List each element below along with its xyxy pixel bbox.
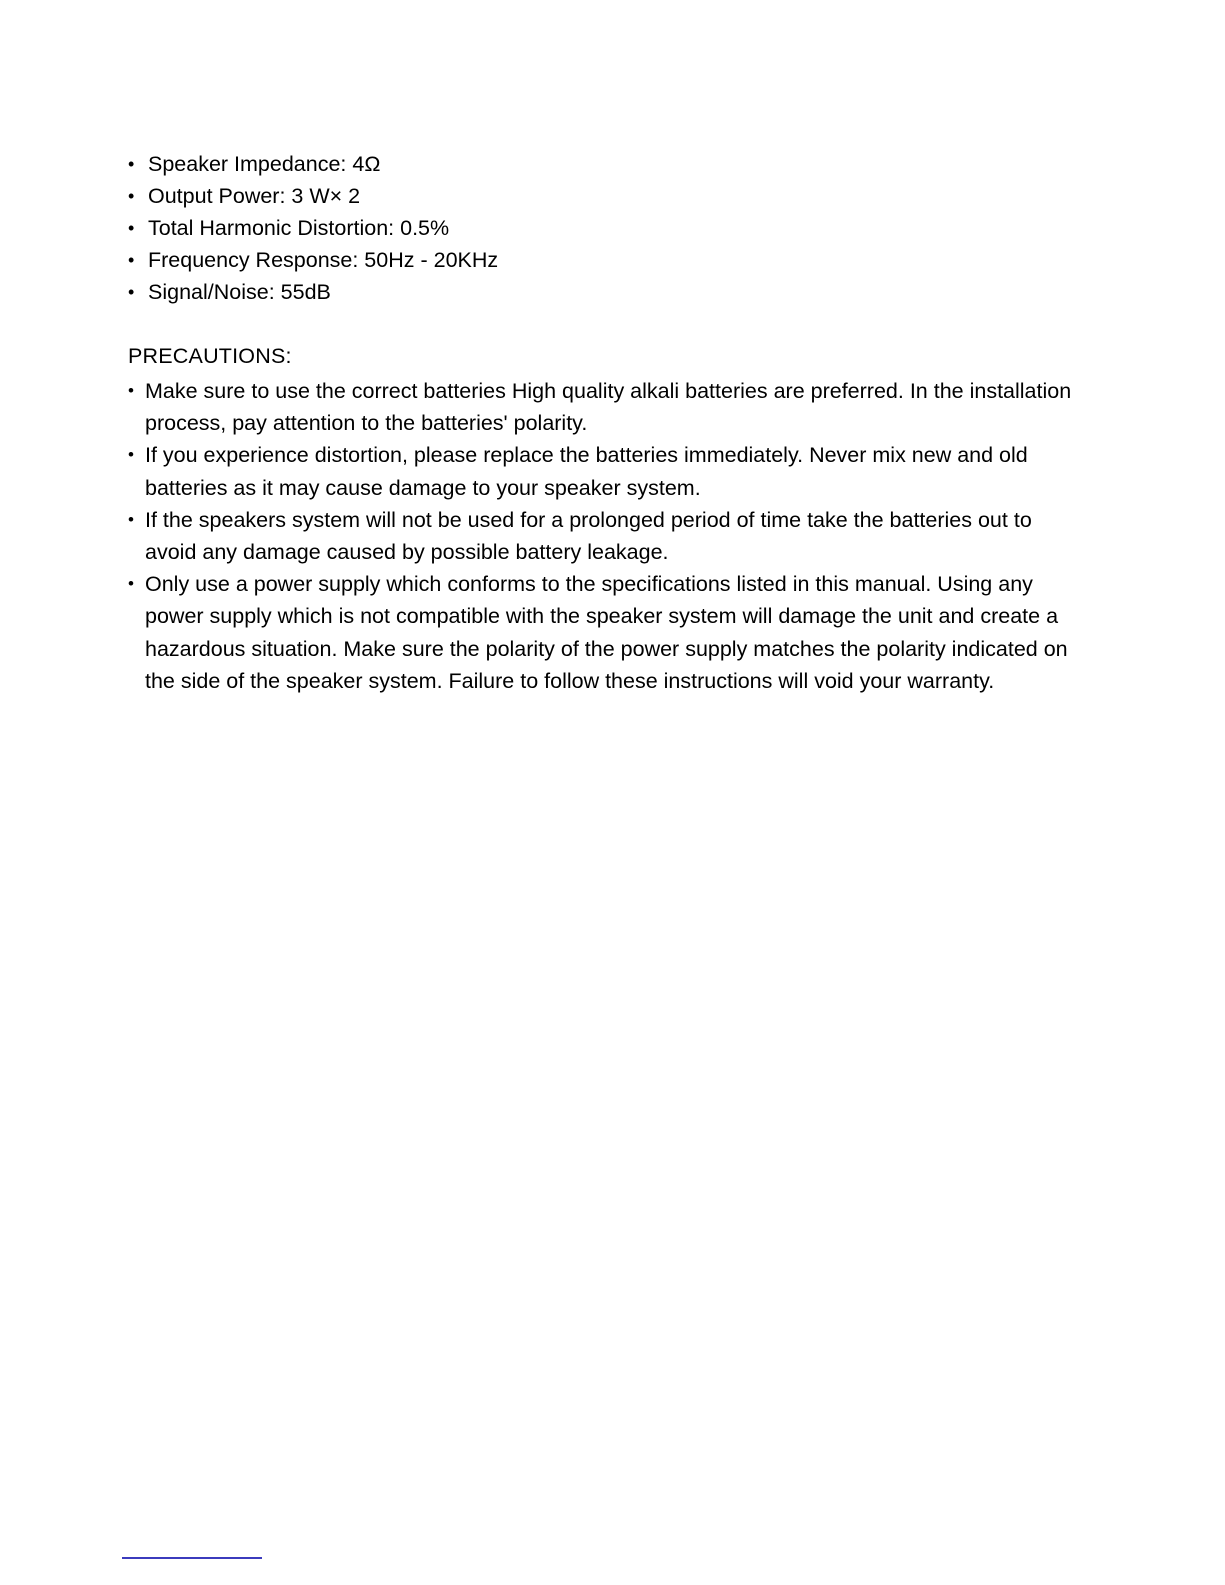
list-item [128, 244, 1088, 276]
precaution-text: Make sure to use the correct batteries High quality alkali batteries are preferred. In the installation process, pay attention to the batteries' polarity. [145, 379, 1072, 436]
precaution-text: If you experience distortion, please replace the batteries immediately. Never mix new and old batteries as it may cause damage to your speaker system. [145, 443, 1028, 500]
bullet-icon: • [128, 218, 135, 238]
bullet-icon: • [128, 381, 134, 400]
list-item [128, 375, 1088, 439]
list-item [128, 504, 1088, 568]
footer-rule [122, 1557, 262, 1559]
list-item [128, 276, 1088, 308]
bullet-icon: • [128, 250, 135, 270]
list-item [128, 212, 1088, 244]
document-content [128, 148, 1088, 697]
list-item [128, 180, 1088, 212]
bullet-icon: • [128, 574, 134, 594]
bullet-icon: • [128, 282, 135, 302]
bullet-icon: • [128, 445, 134, 465]
spec-text: Output Power: 3 W× 2 [148, 184, 361, 208]
precautions-list [128, 375, 1088, 697]
specifications-list [128, 148, 1088, 308]
precaution-text: Only use a power supply which conforms to the specifications listed in this manual. Using any power supply which is not compatible with the speaker system will damage the unit and create a hazardous situation. Make sure the polarity of the power supply matches the polarity indicated on the side of the speaker system. Failure to follow these instructions will void your warranty. [145, 572, 1068, 693]
list-item [128, 439, 1088, 503]
spec-text: Total Harmonic Distortion: 0.5% [148, 216, 450, 240]
list-item [128, 568, 1088, 697]
list-item [128, 148, 1088, 180]
bullet-icon: • [128, 509, 134, 529]
precautions-heading: PRECAUTIONS: [128, 344, 292, 368]
precaution-text: If the speakers system will not be used for a prolonged period of time take the batteries out to avoid any damage caused by possible battery leakage. [145, 507, 1032, 565]
spec-text: Frequency Response: 50Hz - 20KHz [148, 248, 499, 272]
bullet-icon: • [128, 154, 135, 174]
spec-text: Speaker Impedance: 4Ω [148, 152, 381, 176]
spec-text: Signal/Noise: 55dB [148, 280, 331, 304]
bullet-icon: • [128, 186, 135, 206]
